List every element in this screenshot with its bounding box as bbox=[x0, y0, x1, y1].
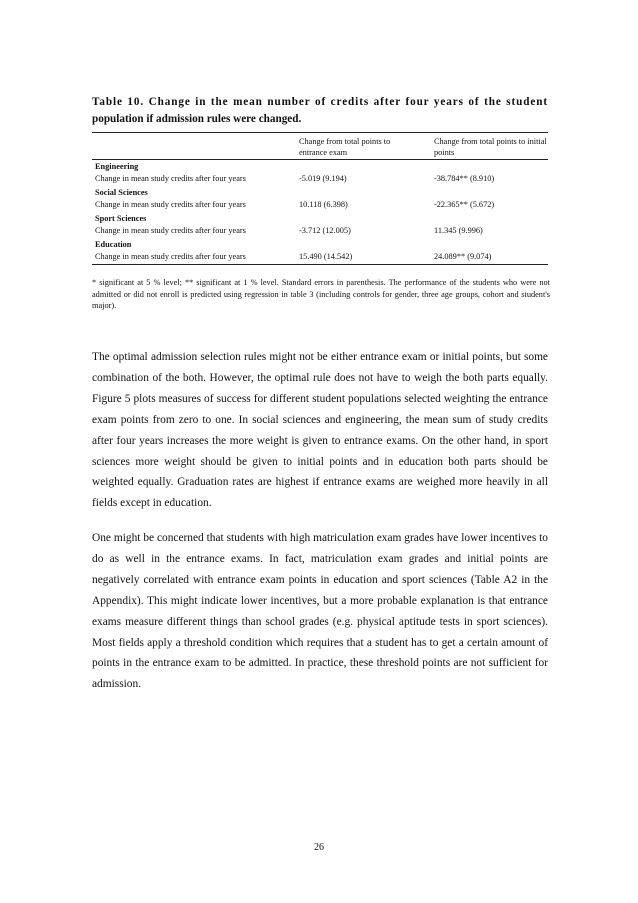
group-name: Social Sciences bbox=[95, 188, 148, 197]
row-label: Change in mean study credits after four years bbox=[95, 200, 246, 209]
group-name: Education bbox=[95, 240, 132, 249]
paragraph: The optimal admission selection rules might not be either entrance exam or initial points, but some combination of the both. However, the optimal rule does not have to weigh the both parts equally. Figure 5 plots measures of success for different student populations selected weighting the entrance exam points from zero to one. In social sciences and engineering, the mean sum of study credits after four years increases the more weight is given to entrance exams. On the other hand, in sport sciences more weight should be given to initial points and in education both parts should be weighted equally. Graduation rates are highest if entrance exams are weighed more heavily in all fields except in education. bbox=[92, 351, 548, 510]
table-bottom-rule bbox=[92, 264, 548, 265]
cell-entrance-exam: 15.490 (14.542) bbox=[299, 252, 353, 261]
row-label: Change in mean study credits after four years bbox=[95, 174, 246, 183]
column-header-initial-points: Change from total points to initial points bbox=[434, 137, 547, 157]
table-group-engineering bbox=[92, 160, 548, 186]
cell-entrance-exam: -5.019 (9.194) bbox=[299, 174, 347, 183]
row-label: Change in mean study credits after four years bbox=[95, 226, 246, 235]
table-caption-line-1: Table 10. Change in the mean number of credits after four years of the student bbox=[92, 96, 548, 108]
cell-initial-points: -38.784** (8.910) bbox=[434, 174, 495, 183]
page-number: 26 bbox=[314, 842, 324, 853]
table-caption-line-2: population if admission rules were changed. bbox=[92, 112, 302, 125]
column-header-entrance-exam: Change from total points to entrance exam bbox=[299, 137, 391, 157]
row-label: Change in mean study credits after four years bbox=[95, 252, 246, 261]
cell-initial-points: -22.365** (5.672) bbox=[434, 200, 495, 209]
group-name: Sport Sciences bbox=[95, 214, 147, 223]
table-note: * significant at 5 % level; ** significant at 1 % level. Standard errors in parenthesis. The performance of the students who were not admitted or did not enroll is predicted using regression in table 3 (including controls for gender, three age groups, cohort and student's major). bbox=[92, 278, 550, 311]
table-group-education bbox=[92, 238, 548, 264]
table-group-social-sciences bbox=[92, 186, 548, 212]
cell-initial-points: 24.089** (9.074) bbox=[434, 252, 492, 261]
results-table bbox=[92, 132, 548, 265]
table-header-row bbox=[92, 133, 548, 159]
paragraph: One might be concerned that students with high matriculation exam grades have lower incentives to do as well in the entrance exams. In fact, matriculation exam grades and initial points are negatively correlated with entrance exam points in education and sport sciences (Table A2 in the Appendix). This might indicate lower incentives, but a more probable explanation is that entrance exams measure different things than school grades (e.g. physical aptitude tests in sport sciences). Most fields apply a threshold condition which requires that a student has to get a certain amount of points in the entrance exam to be admitted. In practice, these threshold points are not sufficient for admission. bbox=[92, 532, 548, 691]
cell-entrance-exam: -3.712 (12.005) bbox=[299, 226, 351, 235]
table-caption bbox=[92, 94, 548, 127]
cell-initial-points: 11.345 (9.996) bbox=[434, 226, 483, 235]
table-group-sport-sciences bbox=[92, 212, 548, 238]
group-name: Engineering bbox=[95, 162, 139, 171]
cell-entrance-exam: 10.118 (6.398) bbox=[299, 200, 348, 209]
